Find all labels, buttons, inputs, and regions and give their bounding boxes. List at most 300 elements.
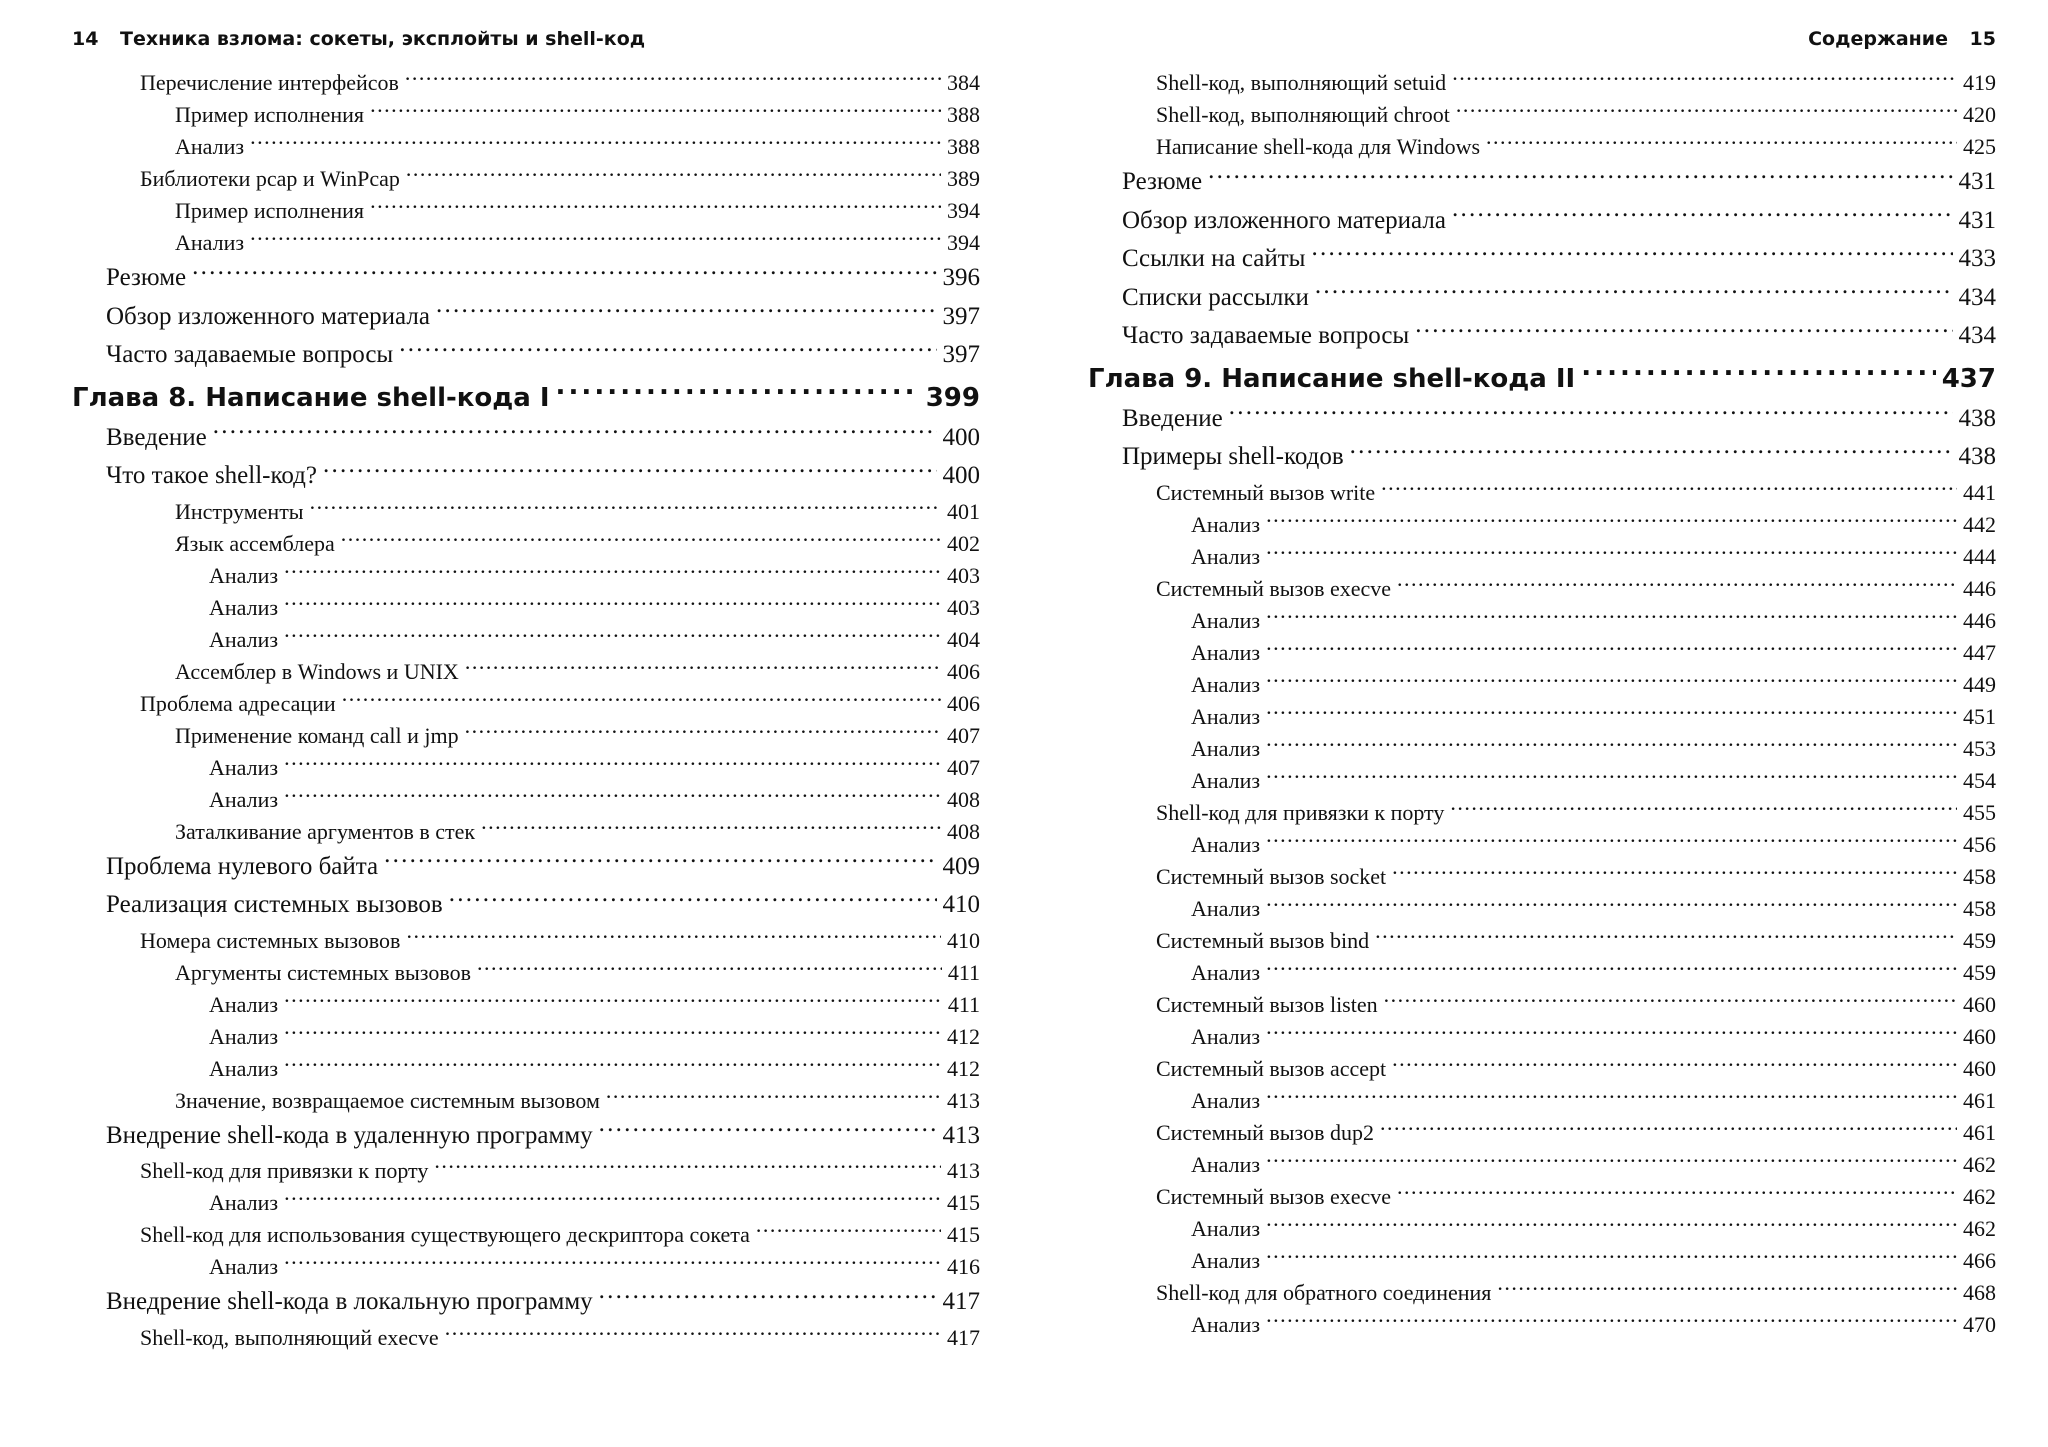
toc-entry — [72, 990, 980, 1022]
toc-entry-title: Примеры shell-кодов — [1122, 443, 1344, 470]
toc-entry-title: Системный вызов execve — [1156, 1183, 1392, 1209]
toc-entry — [72, 164, 980, 196]
toc-entry-title: Язык ассемблера — [175, 530, 335, 556]
toc-entry — [72, 689, 980, 721]
toc-entry — [72, 887, 980, 926]
dot-leader — [284, 1022, 941, 1044]
dot-leader — [1266, 1086, 1957, 1108]
toc-entry — [1088, 766, 1996, 798]
dot-leader — [1350, 439, 1953, 464]
toc-entry-page-number: 394 — [947, 230, 980, 255]
toc-entry-page-number: 456 — [1963, 831, 1996, 857]
toc-entry-page-number: 466 — [1963, 1247, 1996, 1273]
dot-leader — [1266, 606, 1957, 628]
toc-entry — [72, 785, 980, 817]
table-of-contents — [1088, 68, 1996, 1342]
toc-entry — [72, 1054, 980, 1086]
toc-entry-page-number: 411 — [947, 959, 980, 985]
dot-leader — [1266, 510, 1957, 532]
toc-entry-title: Анализ — [209, 1190, 279, 1215]
dot-leader — [284, 785, 941, 807]
dot-leader — [1392, 1054, 1957, 1076]
toc-entry-page-number: 449 — [1963, 671, 1996, 697]
toc-entry-title: Анализ — [209, 786, 279, 812]
toc-entry-page-number: 420 — [1963, 102, 1996, 127]
toc-entry-page-number: 403 — [947, 594, 980, 620]
dot-leader — [1266, 1246, 1957, 1268]
toc-entry — [1088, 926, 1996, 958]
toc-entry-page-number: 451 — [1963, 703, 1996, 729]
dot-leader — [1380, 1118, 1957, 1140]
toc-entry-page-number: 437 — [1941, 363, 1996, 394]
toc-entry-title: Shell-код для привязки к порту — [140, 1158, 429, 1183]
toc-entry — [72, 68, 980, 100]
toc-entry — [1088, 702, 1996, 734]
dot-leader — [606, 1086, 941, 1108]
toc-entry-title: Системный вызов write — [1156, 479, 1376, 505]
dot-leader — [1208, 164, 1952, 189]
toc-entry-page-number: 444 — [1963, 543, 1996, 569]
dot-leader — [1266, 894, 1957, 916]
toc-entry-title: Что такое shell-код? — [106, 462, 317, 489]
toc-entry — [72, 926, 980, 958]
toc-entry-title: Анализ — [209, 754, 279, 780]
toc-entry-page-number: 460 — [1963, 1023, 1996, 1049]
toc-entry-title: Анализ — [209, 1254, 279, 1279]
toc-entry-title: Системный вызов accept — [1156, 1055, 1387, 1081]
toc-entry — [72, 299, 980, 338]
dot-leader — [1266, 1022, 1957, 1044]
toc-entry — [1088, 1118, 1996, 1150]
toc-entry — [1088, 990, 1996, 1022]
toc-entry — [72, 132, 980, 164]
toc-entry — [72, 1086, 980, 1118]
toc-entry-title: Обзор изложенного материала — [1122, 206, 1446, 234]
toc-entry-title: Глава 9. Написание shell-кода II — [1088, 363, 1576, 394]
toc-entry-title: Внедрение shell-кода в удаленную программу — [106, 1121, 593, 1149]
toc-entry-title: Аргументы системных вызовов — [175, 959, 471, 985]
toc-entry — [1088, 100, 1996, 132]
toc-entry-title: Анализ — [1191, 1215, 1261, 1241]
dot-leader — [1452, 203, 1953, 228]
toc-entry-title: Системный вызов bind — [1156, 927, 1370, 953]
toc-entry-page-number: 413 — [942, 1121, 980, 1149]
dot-leader — [406, 926, 941, 948]
toc-entry-page-number: 408 — [947, 818, 980, 844]
toc-entry-page-number: 401 — [947, 498, 980, 524]
toc-entry — [72, 817, 980, 849]
toc-entry-page-number: 416 — [947, 1254, 980, 1279]
toc-entry-title: Резюме — [1122, 168, 1203, 195]
toc-entry-page-number: 400 — [942, 462, 980, 489]
toc-entry-page-number: 402 — [947, 530, 980, 556]
toc-entry-page-number: 397 — [942, 302, 980, 330]
dot-leader — [284, 753, 941, 775]
toc-entry-page-number: 406 — [947, 690, 980, 716]
toc-entry-title: Shell-код, выполняющий execve — [140, 1324, 439, 1350]
dot-leader — [1452, 68, 1957, 90]
dot-leader — [310, 497, 941, 519]
toc-entry-title: Анализ — [1191, 1023, 1261, 1049]
toc-entry — [1088, 318, 1996, 357]
toc-chapter-entry — [72, 380, 980, 420]
toc-entry-title: Резюме — [106, 264, 187, 291]
dot-leader — [1397, 1182, 1957, 1204]
dot-leader — [284, 625, 941, 647]
dot-leader — [406, 164, 941, 186]
toc-entry — [1088, 734, 1996, 766]
toc-entry-title: Часто задаваемые вопросы — [1122, 322, 1410, 349]
left-page-header — [72, 28, 980, 58]
toc-entry-page-number: 446 — [1963, 575, 1996, 601]
toc-entry — [72, 228, 980, 260]
toc-entry-page-number: 433 — [1958, 245, 1996, 272]
toc-entry-page-number: 417 — [942, 1288, 980, 1315]
toc-entry — [1088, 1310, 1996, 1342]
dot-leader — [405, 68, 941, 90]
page-number: 15 — [1969, 28, 1996, 50]
dot-leader — [449, 887, 937, 912]
dot-leader — [399, 337, 936, 362]
toc-entry-title: Анализ — [1191, 703, 1261, 729]
toc-entry-title: Анализ — [209, 991, 279, 1017]
dot-leader — [599, 1118, 937, 1143]
toc-entry — [72, 958, 980, 990]
dot-leader — [1581, 361, 1935, 387]
toc-entry — [72, 593, 980, 625]
toc-entry-page-number: 460 — [1963, 1055, 1996, 1081]
dot-leader — [1397, 574, 1957, 596]
toc-entry-title: Системный вызов execve — [1156, 575, 1392, 601]
toc-entry-title: Shell-код для привязки к порту — [1156, 799, 1445, 825]
dot-leader — [250, 132, 941, 154]
toc-entry — [1088, 1214, 1996, 1246]
dot-leader — [1266, 958, 1957, 980]
toc-entry — [1088, 638, 1996, 670]
toc-entry — [72, 497, 980, 529]
dot-leader — [323, 458, 937, 483]
toc-entry-page-number: 389 — [947, 166, 980, 191]
running-title: Техника взлома: сокеты, эксплойты и shell-код — [120, 28, 646, 50]
toc-entry-title: Заталкивание аргументов в стек — [175, 818, 476, 844]
dot-leader — [1266, 670, 1957, 692]
toc-entry — [1088, 798, 1996, 830]
toc-entry-page-number: 438 — [1958, 443, 1996, 470]
toc-entry-page-number: 413 — [947, 1158, 980, 1183]
toc-entry-page-number: 410 — [942, 891, 980, 918]
toc-entry-title: Shell-код для обратного соединения — [1156, 1279, 1492, 1305]
toc-entry-title: Перечисление интерфейсов — [140, 70, 399, 95]
toc-entry-title: Введение — [1122, 404, 1223, 432]
toc-entry — [1088, 510, 1996, 542]
toc-entry-title: Системный вызов listen — [1156, 991, 1378, 1017]
toc-entry — [72, 721, 980, 753]
toc-entry — [72, 260, 980, 299]
toc-entry — [72, 1156, 980, 1188]
toc-entry-page-number: 453 — [1963, 735, 1996, 761]
dot-leader — [477, 958, 942, 980]
toc-entry-page-number: 462 — [1963, 1183, 1996, 1209]
toc-entry-page-number: 431 — [1958, 168, 1996, 195]
toc-entry-title: Анализ — [1191, 767, 1261, 793]
toc-entry — [1088, 439, 1996, 478]
toc-entry — [72, 1022, 980, 1054]
toc-entry-page-number: 462 — [1963, 1215, 1996, 1241]
toc-entry-title: Shell-код для использования существующего дескриптора сокета — [140, 1222, 750, 1247]
toc-entry — [1088, 958, 1996, 990]
toc-entry-page-number: 441 — [1963, 479, 1996, 505]
toc-entry-title: Shell-код, выполняющий chroot — [1156, 102, 1450, 127]
toc-entry-title: Часто задаваемые вопросы — [106, 341, 394, 368]
toc-entry-title: Системный вызов socket — [1156, 863, 1387, 889]
toc-entry-title: Ссылки на сайты — [1122, 245, 1306, 272]
dot-leader — [192, 260, 936, 285]
toc-entry — [72, 1220, 980, 1252]
toc-entry-page-number: 438 — [1958, 404, 1996, 432]
toc-entry-title: Анализ — [209, 1055, 279, 1081]
dot-leader — [1266, 766, 1957, 788]
toc-entry-title: Библиотеки pcap и WinPcap — [140, 166, 400, 191]
toc-entry-title: Анализ — [1191, 1247, 1261, 1273]
left-page — [72, 0, 980, 1447]
dot-leader — [1415, 318, 1952, 343]
toc-entry-title: Написание shell-кода для Windows — [1156, 134, 1481, 159]
dot-leader — [1266, 1150, 1957, 1172]
toc-entry-title: Анализ — [209, 1023, 279, 1049]
toc-entry — [72, 100, 980, 132]
toc-entry-title: Ассемблер в Windows и UNIX — [175, 658, 459, 684]
toc-entry-page-number: 394 — [947, 198, 980, 223]
toc-entry-title: Анализ — [175, 134, 245, 159]
toc-entry-page-number: 470 — [1963, 1311, 1996, 1337]
toc-entry-title: Инструменты — [175, 498, 304, 524]
toc-entry-title: Глава 8. Написание shell-кода I — [72, 382, 550, 413]
dot-leader — [284, 1188, 941, 1210]
dot-leader — [1456, 100, 1957, 122]
toc-entry-title: Введение — [106, 423, 207, 451]
toc-entry-page-number: 413 — [947, 1087, 980, 1113]
dot-leader — [1266, 1310, 1957, 1332]
toc-entry — [1088, 862, 1996, 894]
toc-entry — [1088, 1182, 1996, 1214]
toc-entry-page-number: 415 — [947, 1222, 980, 1247]
dot-leader — [465, 657, 941, 679]
toc-entry-page-number: 434 — [1958, 322, 1996, 349]
dot-leader — [1384, 990, 1957, 1012]
dot-leader — [370, 196, 941, 218]
toc-entry-page-number: 404 — [947, 626, 980, 652]
dot-leader — [1450, 798, 1957, 820]
toc-entry-title: Анализ — [1191, 959, 1261, 985]
toc-entry — [1088, 1022, 1996, 1054]
toc-entry-page-number: 406 — [947, 658, 980, 684]
toc-entry-title: Обзор изложенного материала — [106, 302, 430, 330]
toc-entry-page-number: 399 — [925, 382, 980, 413]
toc-entry-page-number: 458 — [1963, 863, 1996, 889]
right-page-header — [1088, 28, 1996, 58]
toc-entry-page-number: 411 — [947, 991, 980, 1017]
dot-leader — [342, 689, 941, 711]
toc-entry-page-number: 419 — [1963, 70, 1996, 95]
dot-leader — [1266, 542, 1957, 564]
dot-leader — [436, 299, 937, 324]
toc-entry — [1088, 542, 1996, 574]
toc-entry — [1088, 1150, 1996, 1182]
toc-entry — [1088, 241, 1996, 280]
toc-entry-page-number: 410 — [947, 927, 980, 953]
toc-entry-page-number: 417 — [947, 1324, 980, 1350]
toc-entry-page-number: 461 — [1963, 1087, 1996, 1113]
toc-entry-page-number: 388 — [947, 102, 980, 127]
toc-entry-title: Номера системных вызовов — [140, 927, 401, 953]
toc-entry-title: Анализ — [1191, 543, 1261, 569]
toc-entry — [1088, 401, 1996, 440]
dot-leader — [1229, 401, 1953, 426]
dot-leader — [434, 1156, 941, 1178]
toc-entry — [1088, 606, 1996, 638]
toc-entry — [1088, 670, 1996, 702]
toc-entry — [1088, 1086, 1996, 1118]
page-number: 14 — [72, 28, 99, 50]
toc-entry-title: Анализ — [209, 626, 279, 652]
toc-entry — [72, 196, 980, 228]
toc-entry — [1088, 1278, 1996, 1310]
toc-entry-page-number: 403 — [947, 562, 980, 588]
toc-entry-title: Реализация системных вызовов — [106, 891, 443, 918]
dot-leader — [556, 380, 920, 406]
dot-leader — [445, 1323, 941, 1345]
right-page — [1088, 0, 1996, 1447]
toc-entry-page-number: 462 — [1963, 1151, 1996, 1177]
toc-entry-title: Значение, возвращаемое системным вызовом — [175, 1087, 600, 1113]
toc-entry-title: Списки рассылки — [1122, 283, 1309, 311]
toc-entry-title: Пример исполнения — [175, 102, 365, 127]
dot-leader — [284, 593, 941, 615]
toc-entry-page-number: 458 — [1963, 895, 1996, 921]
toc-entry-title: Анализ — [209, 594, 279, 620]
toc-entry-title: Shell-код, выполняющий setuid — [1156, 70, 1447, 95]
toc-entry-page-number: 400 — [942, 423, 980, 451]
running-title: Содержание — [1808, 28, 1948, 50]
toc-entry-title: Анализ — [1191, 607, 1261, 633]
toc-entry-page-number: 425 — [1963, 134, 1996, 159]
toc-entry — [1088, 68, 1996, 100]
dot-leader — [284, 990, 942, 1012]
toc-entry-page-number: 397 — [942, 341, 980, 368]
toc-entry — [72, 657, 980, 689]
toc-entry-title: Анализ — [175, 230, 245, 255]
toc-entry — [1088, 164, 1996, 203]
toc-entry-title: Анализ — [1191, 671, 1261, 697]
toc-entry-title: Анализ — [1191, 511, 1261, 537]
dot-leader — [599, 1284, 937, 1309]
toc-entry-title: Анализ — [1191, 1311, 1261, 1337]
toc-entry-title: Применение команд call и jmp — [175, 722, 459, 748]
toc-entry-title: Анализ — [1191, 1151, 1261, 1177]
toc-entry-page-number: 461 — [1963, 1119, 1996, 1145]
toc-entry-page-number: 388 — [947, 134, 980, 159]
toc-entry-title: Анализ — [1191, 895, 1261, 921]
toc-entry — [72, 625, 980, 657]
toc-entry — [72, 1323, 980, 1355]
toc-entry-page-number: 459 — [1963, 927, 1996, 953]
toc-entry-page-number: 409 — [942, 852, 980, 880]
dot-leader — [1497, 1278, 1957, 1300]
toc-entry-page-number: 412 — [947, 1055, 980, 1081]
toc-entry — [72, 1188, 980, 1220]
toc-entry-page-number: 468 — [1963, 1279, 1996, 1305]
toc-entry-title: Анализ — [1191, 831, 1261, 857]
toc-entry-page-number: 384 — [947, 70, 980, 95]
dot-leader — [284, 561, 941, 583]
toc-entry — [1088, 574, 1996, 606]
toc-entry — [72, 1118, 980, 1157]
dot-leader — [284, 1054, 941, 1076]
dot-leader — [1375, 926, 1957, 948]
dot-leader — [465, 721, 941, 743]
toc-entry-title: Внедрение shell-кода в локальную программу — [106, 1288, 593, 1315]
toc-entry-title: Анализ — [1191, 735, 1261, 761]
toc-entry-page-number: 415 — [947, 1190, 980, 1215]
toc-entry-page-number: 454 — [1963, 767, 1996, 793]
toc-entry-title: Анализ — [1191, 639, 1261, 665]
toc-entry-page-number: 408 — [947, 786, 980, 812]
toc-entry — [72, 529, 980, 561]
toc-entry-page-number: 431 — [1958, 206, 1996, 234]
dot-leader — [284, 1252, 941, 1274]
dot-leader — [250, 228, 941, 250]
toc-entry — [72, 337, 980, 376]
toc-entry-page-number: 396 — [942, 264, 980, 291]
dot-leader — [481, 817, 941, 839]
toc-entry — [1088, 894, 1996, 926]
toc-entry — [1088, 280, 1996, 319]
toc-entry-page-number: 412 — [947, 1023, 980, 1049]
toc-entry-title: Проблема адресации — [140, 690, 336, 716]
toc-entry — [72, 561, 980, 593]
toc-entry-title: Анализ — [209, 562, 279, 588]
toc-entry-page-number: 447 — [1963, 639, 1996, 665]
toc-entry-page-number: 407 — [947, 754, 980, 780]
toc-entry — [1088, 830, 1996, 862]
dot-leader — [1266, 830, 1957, 852]
dot-leader — [341, 529, 941, 551]
toc-entry — [1088, 132, 1996, 164]
dot-leader — [370, 100, 941, 122]
dot-leader — [1266, 702, 1957, 724]
toc-entry-title: Пример исполнения — [175, 198, 365, 223]
toc-entry — [72, 458, 980, 497]
dot-leader — [1311, 241, 1952, 266]
dot-leader — [1266, 734, 1957, 756]
toc-entry — [72, 1252, 980, 1284]
toc-entry-title: Проблема нулевого байта — [106, 852, 379, 880]
toc-entry-page-number: 446 — [1963, 607, 1996, 633]
toc-entry-page-number: 442 — [1963, 511, 1996, 537]
toc-entry-page-number: 460 — [1963, 991, 1996, 1017]
toc-entry-title: Системный вызов dup2 — [1156, 1119, 1374, 1145]
dot-leader — [756, 1220, 941, 1242]
toc-chapter-entry — [1088, 361, 1996, 401]
toc-entry — [1088, 1054, 1996, 1086]
toc-entry — [72, 1284, 980, 1323]
toc-entry — [72, 420, 980, 459]
dot-leader — [1392, 862, 1957, 884]
dot-leader — [384, 849, 936, 874]
dot-leader — [1381, 478, 1957, 500]
toc-entry-page-number: 434 — [1958, 283, 1996, 311]
dot-leader — [1266, 638, 1957, 660]
